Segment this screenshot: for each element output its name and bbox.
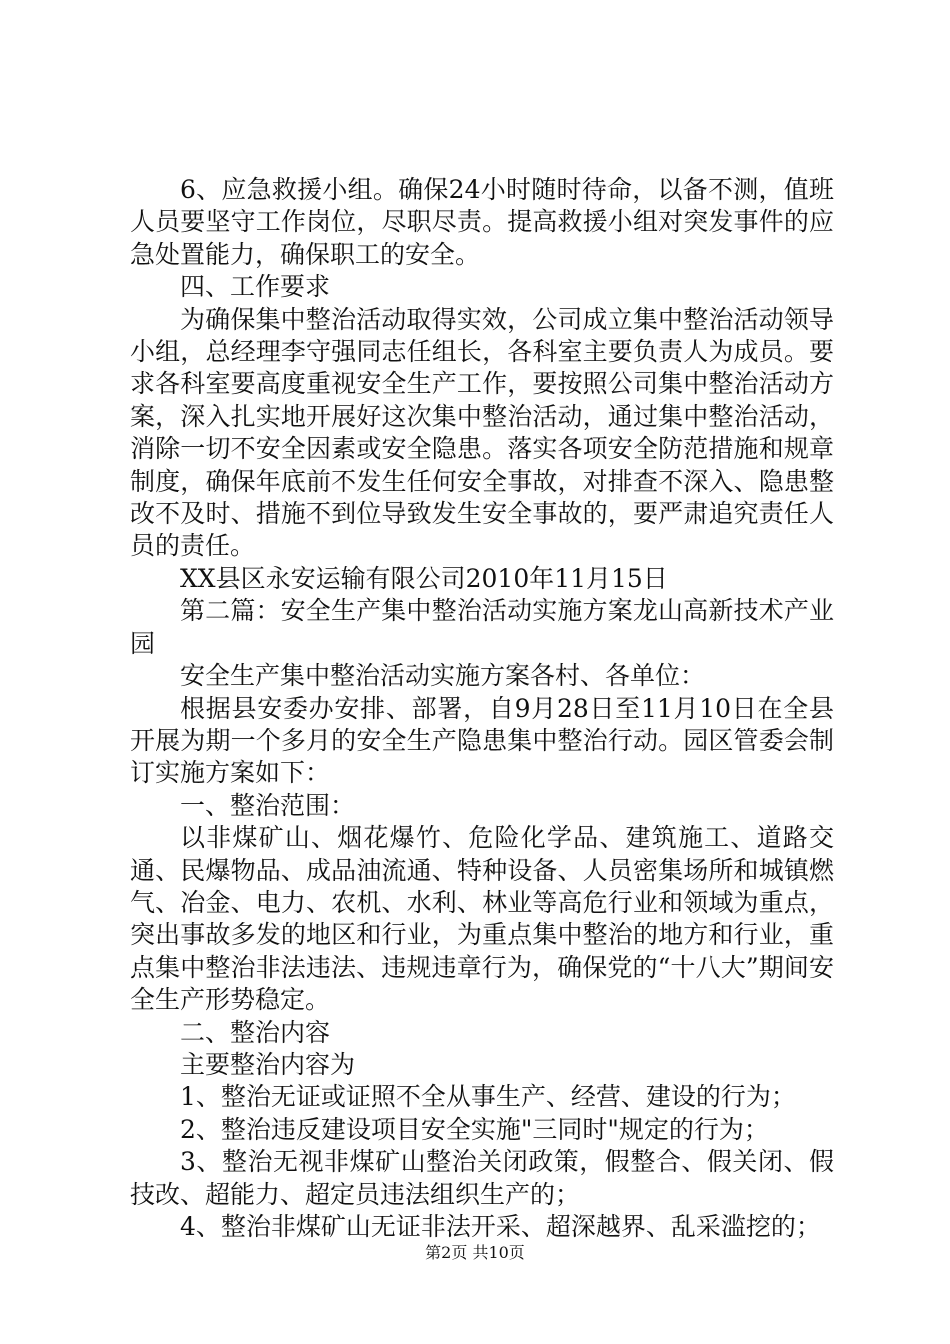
page-number-footer: 第2页 共10页 [425, 1243, 525, 1262]
heading-content: 二、整治内容 [180, 1017, 331, 1047]
list-item-1: 1、整治无证或证照不全从事生产、经营、建设的行为； [180, 1082, 796, 1112]
list-item-4: 4、整治非煤矿山无证非法开采、超深越界、乱采滥挖的； [180, 1212, 821, 1241]
paragraph-emergency-rescue: 6、应急救援小组。确保24小时随时待命，以备不测，值班人员要坚守工作岗位，尽职尽责。提高救援小组对突发事件的应急处置能力，确保职工的安全。 [130, 175, 834, 269]
paragraph-content-intro: 主要整治内容为 [180, 1049, 356, 1079]
paragraph-plan-recipients: 安全生产集中整治活动实施方案各村、各单位： [180, 661, 706, 691]
paragraph-company-signature: XX县区永安运输有限公司2010年11月15日 [180, 563, 668, 593]
paragraph-leadership-group: 为确保集中整治活动取得实效，公司成立集中整治活动领导小组，总经理李守强同志任组长，各科室主要负责人为成员。要求各科室要高度重视安全生产工作，要按照公司集中整治活动方案，深入扎实地开展好这次集中整治活动，通过集中整治活动，消除一切不安全因素或安全隐患。落实各项安全防范措施和规章制度，确保年底前不发生任何安全事故，对排查不深入、隐患整改不及时、措施不到位导致发生安全事故的，要严肃追究责任人员的责任。 [130, 304, 834, 561]
paragraph-scope-detail: 以非煤矿山、烟花爆竹、危险化学品、建筑施工、道路交通、民爆物品、成品油流通、特种设备、人员密集场所和城镇燃气、冶金、电力、农机、水利、林业等高危行业和领域为重点，突出事故多发的地区和行业，为重点集中整治的地方和行业，重点集中整治非法违法、违规违章行为，确保党的“十八大”期间安全生产形势稳定。 [130, 823, 834, 1015]
list-item-2: 2、整治违反建设项目安全实施"三同时"规定的行为； [180, 1114, 769, 1144]
heading-second-article: 第二篇：安全生产集中整治活动实施方案龙山高新技术产业园 [130, 596, 834, 658]
heading-work-requirements: 四、工作要求 [180, 272, 331, 302]
document-body [130, 174, 834, 1243]
paragraph-plan-intro: 根据县安委办安排、部署，自9月28日至11月10日在全县开展为期一个多月的安全生产隐患集中整治行动。园区管委会制订实施方案如下： [130, 693, 834, 788]
heading-scope: 一、整治范围： [180, 790, 356, 820]
list-item-3: 3、整治无视非煤矿山整治关闭政策，假整合、假关闭、假技改、超能力、超定员违法组织生产的； [130, 1147, 834, 1209]
